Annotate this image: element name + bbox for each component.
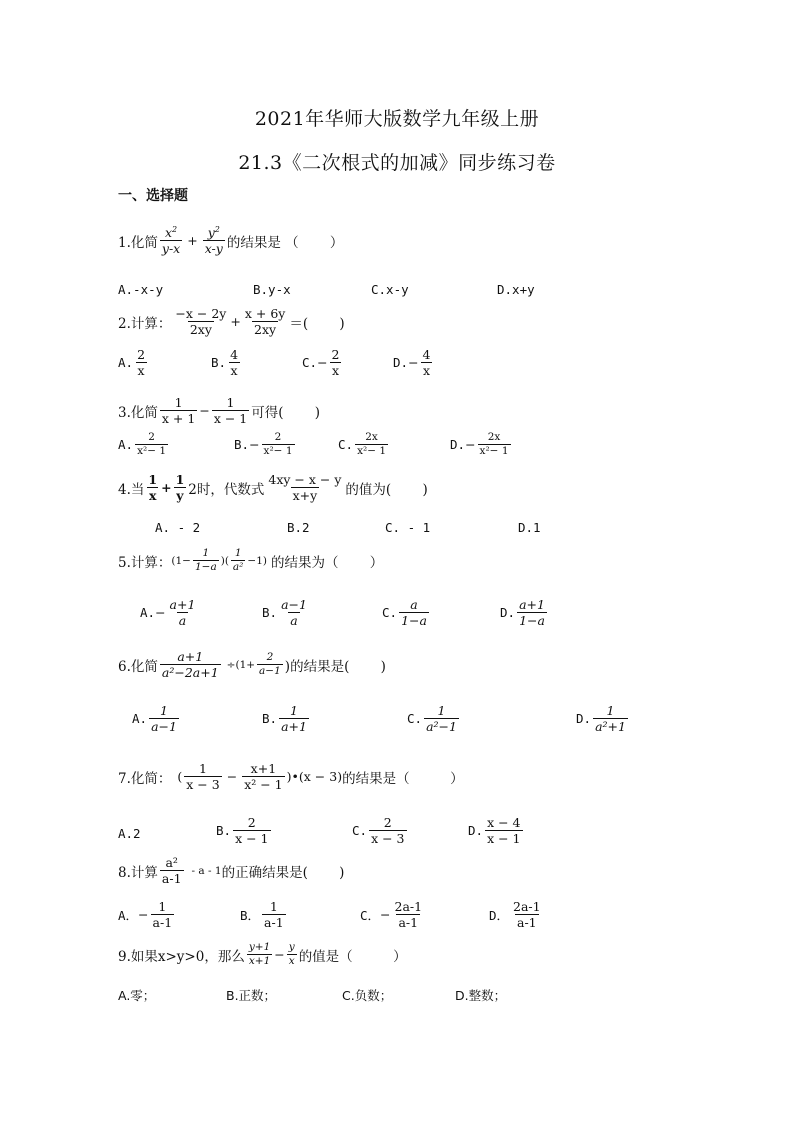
q3-option-b[interactable]: B. − $\frac{2}{\text{x²− 1}}$	[234, 431, 293, 458]
q4-fraction-3: $\frac{4xy - x - y}{x+y}$	[268, 472, 342, 504]
q4-option-b[interactable]: B.2	[287, 520, 310, 535]
document-title: 2021年华师大版数学九年级上册	[254, 108, 540, 130]
q9-fraction-1: $\frac{y+1}{x+1}$	[248, 941, 271, 968]
q6-tail: )的结果是( )	[284, 658, 386, 675]
section-heading: 一、选择题	[118, 188, 188, 204]
q9-option-b[interactable]: B.正数；	[226, 988, 277, 1003]
q1-option-c[interactable]: C.x-y	[371, 282, 409, 297]
q4-label: 4.当	[118, 481, 145, 498]
q8-option-b[interactable]: B． $\frac{1}{a-1}$	[240, 899, 284, 931]
q3-fraction-1: $\frac{1}{x + 1}$	[161, 395, 196, 427]
q2-fraction-2: $\frac{x + 6y}{2xy}$	[244, 306, 286, 338]
q7-label: 7.化简：	[118, 770, 172, 787]
question-5: 5.计算： (1− $\frac{1}{1-a}$ )( $\frac{1}{\text{a²}}$ −1) 的结果为（ ）	[118, 547, 384, 574]
q3-option-c[interactable]: C. $\frac{2x}{\text{x²− 1}}$	[338, 431, 387, 458]
q1-option-a[interactable]: A.-x-y	[118, 282, 164, 297]
q2-option-a[interactable]: A. $\frac{2}{x}$	[118, 347, 146, 379]
q4-option-c[interactable]: C. - 1	[385, 520, 431, 535]
question-4: 4.当 $\frac{1}{x}$ + $\frac{1}{y}$ 2时，代数式 $\frac{4xy - x - y}{x+y}$ 的值为( )	[118, 472, 428, 504]
q5-option-d[interactable]: D. $\frac{a+1}{1-a}$	[500, 597, 545, 629]
q6-option-a[interactable]: A. $\frac{1}{a-1}$	[132, 703, 177, 735]
q5-option-b[interactable]: B. $\frac{a-1}{a}$	[262, 597, 307, 629]
question-6: 6.化简 $\frac{a+1}{\text{a²−2a+1}}$ ÷(1+ $\frac{2}{a-1}$ )的结果是( )	[118, 649, 386, 681]
question-7: 7.化简： ( $\frac{1}{x - 3}$ − $\frac{x+1}{\text{x² − 1}}$ )•(x − 3) 的结果是（ ）	[118, 761, 464, 793]
q3-option-a[interactable]: A. $\frac{2}{\text{x²− 1}}$	[118, 431, 167, 458]
question-1: 1.化简 $\frac{x^2}{y-x}$ + $\frac{y^2}{x-y}$ 的结果是 （ ）	[118, 224, 344, 257]
q1-tail: 的结果是 （ ）	[226, 234, 344, 251]
q8-label: 8.计算	[118, 864, 158, 881]
q7-fraction-2: $\frac{x+1}{\text{x² − 1}}$	[244, 761, 283, 793]
q5-label: 5.计算：	[118, 554, 172, 571]
q7-option-d[interactable]: D. $\frac{x - 4}{x - 1}$	[468, 815, 521, 847]
question-9: 9.如果x>y>0，那么 $\frac{y+1}{x+1}$ − $\frac{y}{x}$ 的值是（ ）	[118, 941, 407, 968]
q1-fraction-2: $\frac{y^2}{x-y}$	[204, 224, 223, 257]
q8-option-a[interactable]: A． − $\frac{1}{a-1}$	[118, 899, 173, 931]
q2-label: 2.计算：	[118, 315, 172, 332]
q2-option-b[interactable]: B. $\frac{4}{x}$	[211, 347, 239, 379]
q6-option-b[interactable]: B. $\frac{1}{a+1}$	[262, 703, 307, 735]
q2-option-d[interactable]: D. − $\frac{4}{x}$	[393, 347, 431, 379]
q4-tail: 的值为( )	[345, 481, 428, 498]
q3-fraction-2: $\frac{1}{x - 1}$	[213, 395, 248, 427]
q7-fraction-1: $\frac{1}{x - 3}$	[186, 761, 220, 793]
q7-option-b[interactable]: B. $\frac{2}{x - 1}$	[216, 815, 269, 847]
q5-option-c[interactable]: C. $\frac{a}{1-a}$	[382, 597, 427, 629]
q3-option-d[interactable]: D. − $\frac{2x}{\text{x²− 1}}$	[450, 431, 509, 458]
q8-option-c[interactable]: C． − $\frac{2a-1}{a-1}$	[360, 899, 423, 931]
q7-option-a[interactable]: A.2	[118, 826, 141, 841]
q1-fraction-1: $\frac{x^2}{y-x}$	[161, 224, 181, 257]
q9-fraction-2: $\frac{y}{x}$	[288, 941, 295, 968]
q6-fraction-1: $\frac{a+1}{\text{a²−2a+1}}$	[161, 649, 219, 681]
q2-tail: ＝( )	[289, 315, 345, 332]
q3-tail: 可得( )	[251, 404, 321, 421]
q9-tail: 的值是（ ）	[298, 948, 407, 965]
q4-fraction-2: $\frac{1}{y}$	[175, 472, 185, 504]
q3-label: 3.化简	[118, 404, 158, 421]
q7-option-c[interactable]: C. $\frac{2}{x - 3}$	[352, 815, 405, 847]
q1-option-d[interactable]: D.x+y	[497, 282, 535, 297]
q5-tail: 的结果为（ ）	[270, 554, 384, 571]
q2-fraction-1: $\frac{-x - 2y}{2xy}$	[175, 306, 227, 338]
q6-option-c[interactable]: C. $\frac{1}{\text{a²−1}}$	[407, 703, 457, 735]
q7-tail: 的结果是（ ）	[342, 770, 464, 787]
q2-option-c[interactable]: C. − $\frac{2}{x}$	[302, 347, 340, 379]
q6-option-d[interactable]: D. $\frac{1}{\text{a²+1}}$	[576, 703, 626, 735]
q5-fraction-2: $\frac{1}{\text{a²}}$	[232, 547, 244, 574]
q4-option-d[interactable]: D.1	[518, 520, 541, 535]
q9-option-c[interactable]: C.负数；	[342, 988, 393, 1003]
q6-label: 6.化简	[118, 658, 158, 675]
q9-option-d[interactable]: D.整数；	[455, 988, 507, 1003]
q8-fraction-1: $\frac{\text{a²}}{a-1}$	[161, 855, 182, 887]
q9-option-a[interactable]: A.零；	[118, 988, 156, 1003]
q5-option-a[interactable]: A. − $\frac{a+1}{a}$	[140, 597, 196, 629]
q9-label: 9.如果x>y>0，那么	[118, 948, 245, 965]
question-8: 8.计算 $\frac{\text{a²}}{a-1}$ - a - 1 的正确结果是( )	[118, 855, 345, 887]
document-subtitle: 21.3《二次根式的加减》同步练习卷	[238, 152, 556, 174]
q1-option-b[interactable]: B.y-x	[253, 282, 291, 297]
q4-fraction-1: $\frac{1}{x}$	[148, 472, 158, 504]
q8-tail: 的正确结果是( )	[221, 864, 345, 881]
question-2: 2.计算： $\frac{-x - 2y}{2xy}$ + $\frac{x + 6y}{2xy}$ ＝( )	[118, 306, 345, 338]
q8-option-d[interactable]: D． $\frac{2a-1}{a-1}$	[489, 899, 541, 931]
q6-fraction-2: $\frac{2}{a-1}$	[259, 651, 281, 678]
q1-label: 1.化简	[118, 234, 158, 251]
q5-fraction-1: $\frac{1}{1-a}$	[194, 547, 217, 574]
question-3: 3.化简 $\frac{1}{x + 1}$ − $\frac{1}{x - 1}$ 可得( )	[118, 395, 321, 427]
q4-option-a[interactable]: A. - 2	[155, 520, 201, 535]
q4-mid: 2时，代数式	[188, 481, 265, 498]
